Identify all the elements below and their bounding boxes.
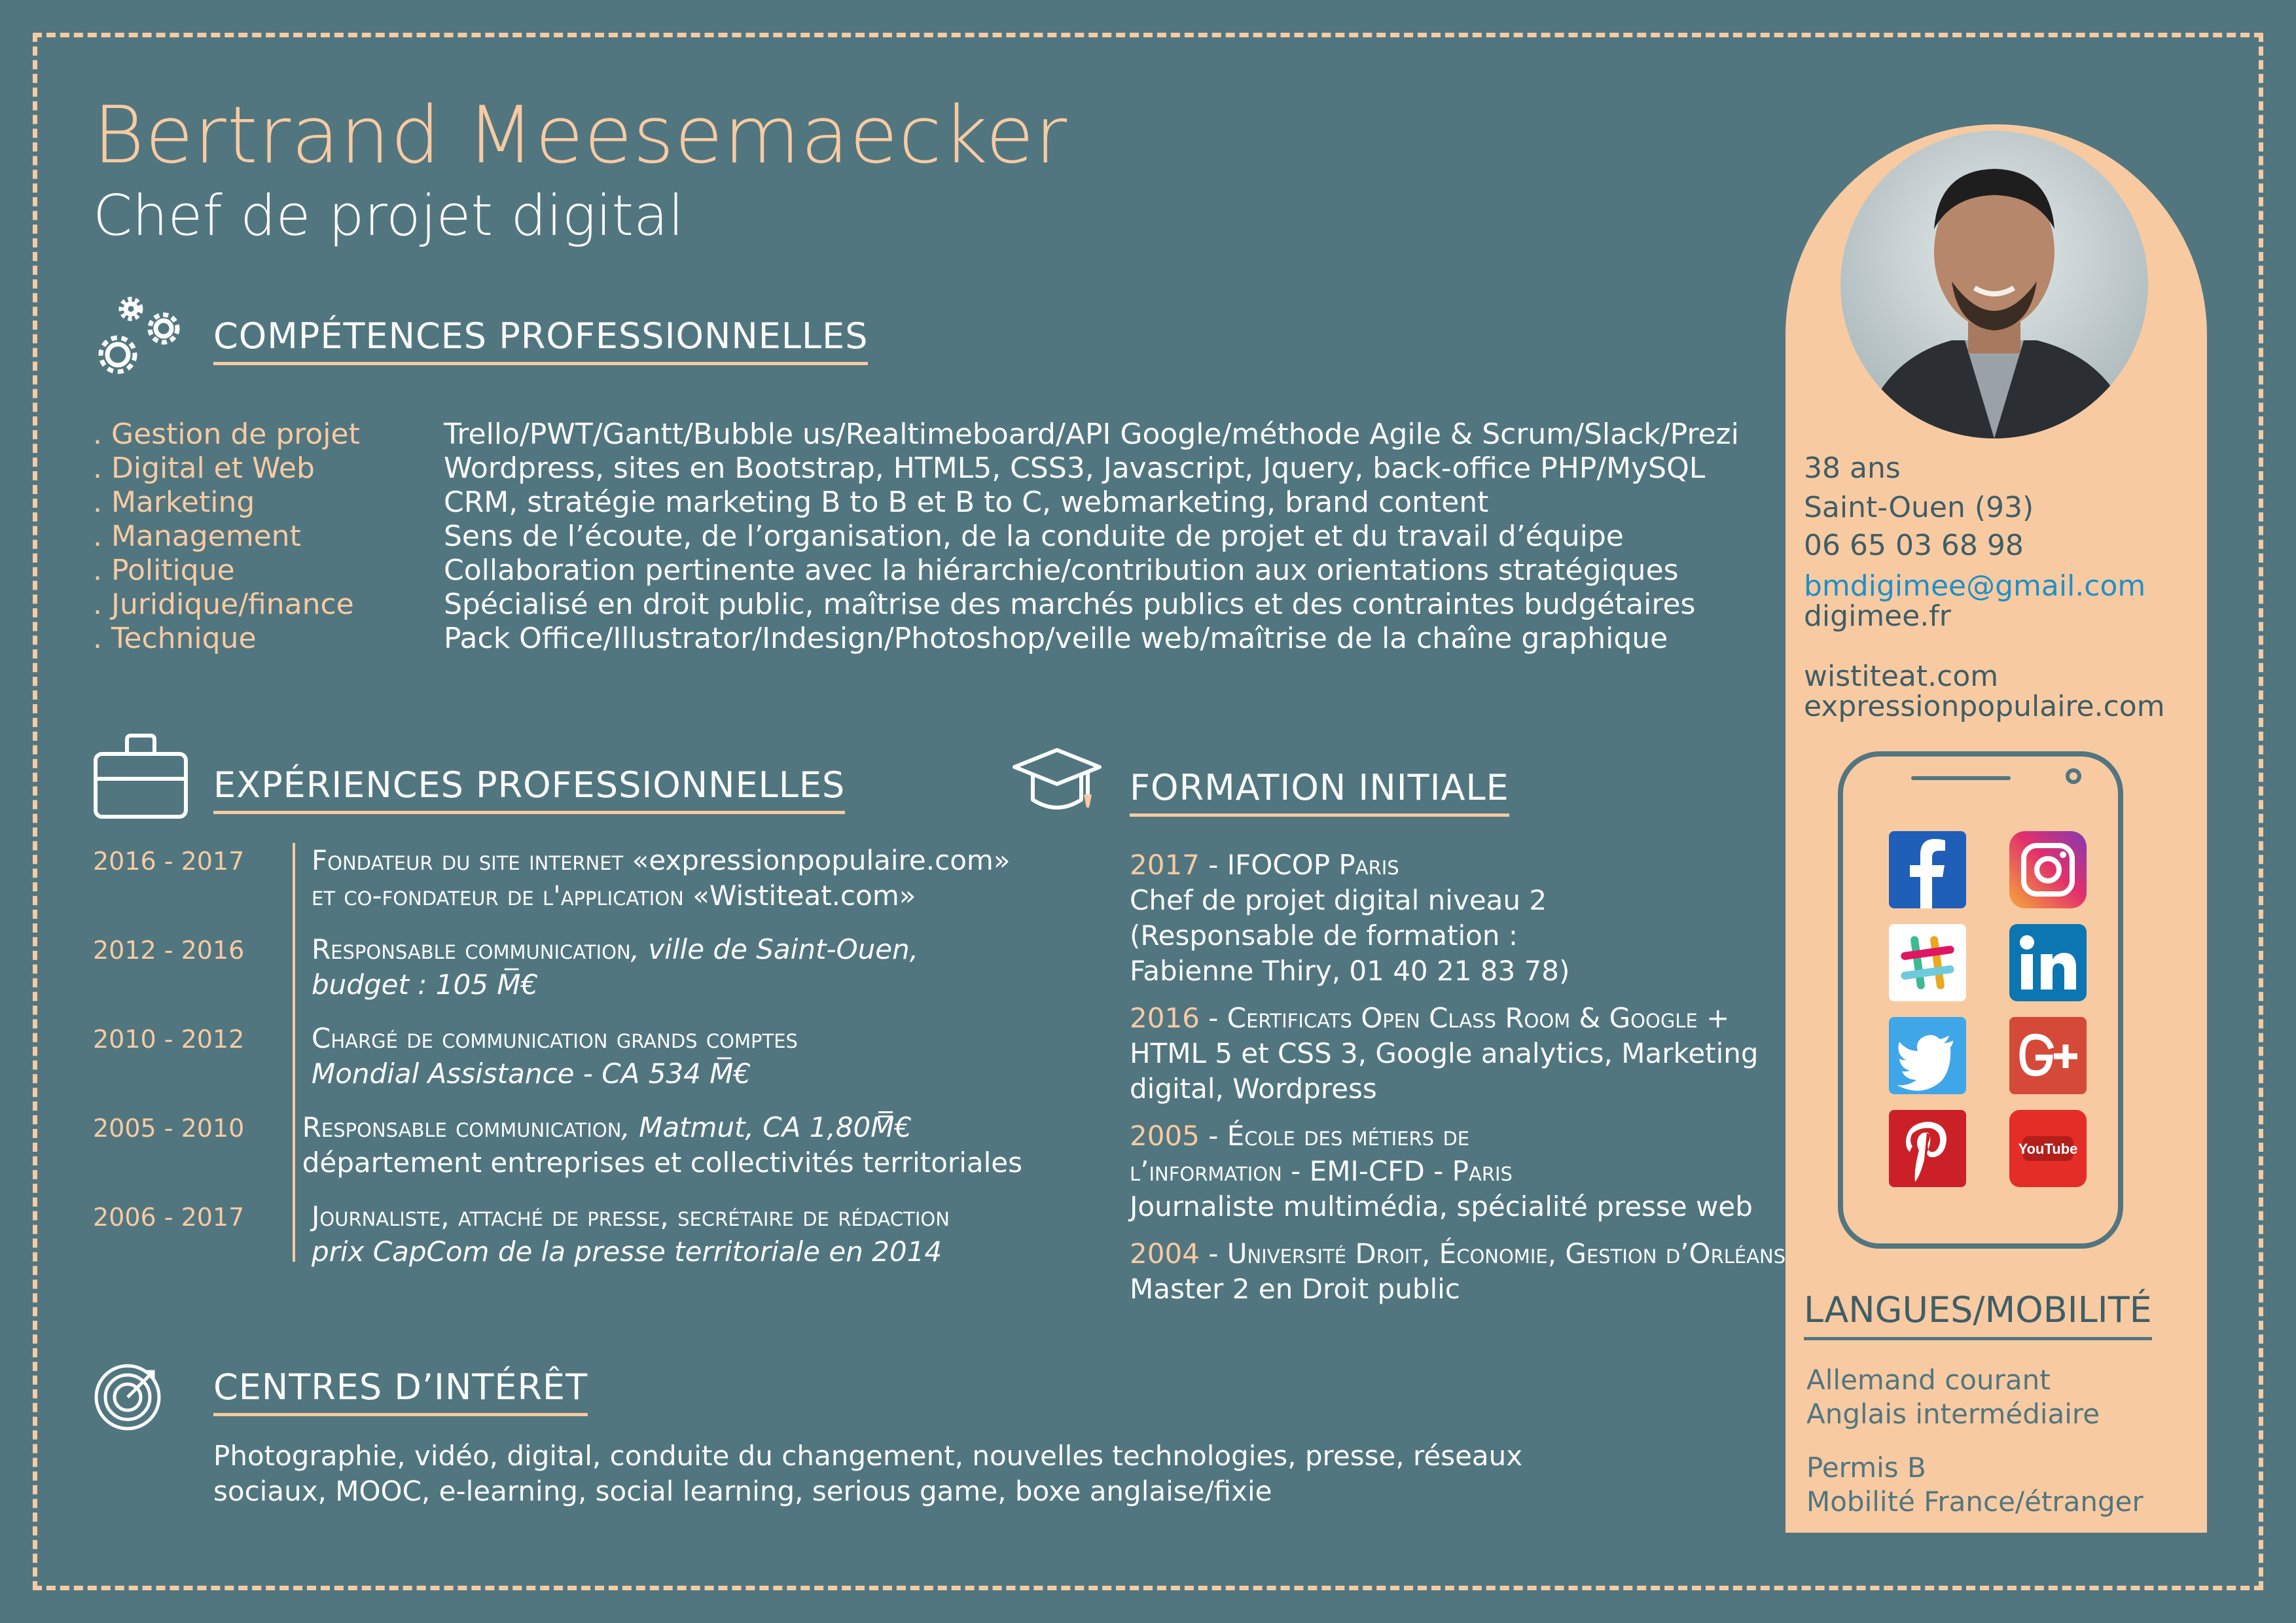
formation-heading: l’information - EMI-CFD - Paris bbox=[1130, 1155, 1513, 1187]
experience-detail: , Matmut, CA 1,80M̿€ bbox=[621, 1111, 912, 1143]
gears-icon bbox=[93, 294, 191, 380]
target-icon bbox=[93, 1363, 162, 1432]
graduation-cap-icon bbox=[1012, 745, 1102, 822]
avatar bbox=[1840, 131, 2148, 438]
experience-item bbox=[93, 1199, 1022, 1270]
formation-year: 2017 bbox=[1130, 849, 1200, 881]
experience-role: Chargé de communication grands comptes bbox=[312, 1022, 798, 1054]
languages-section-title: LANGUES/MOBILITÉ bbox=[1804, 1289, 2152, 1340]
mobility-item: Permis B bbox=[1806, 1452, 1926, 1484]
formation-line: (Responsable de formation : bbox=[1130, 919, 1518, 952]
skill-value: Trello/PWT/Gantt/Bubble us/Realtimeboard/API Google/méthode Agile & Scrum/Slack/Prezi bbox=[444, 418, 1739, 451]
skill-value: Sens de l’écoute, de l’organisation, de la conduite de projet et du travail d’équipe bbox=[444, 520, 1624, 553]
contact-city: Saint-Ouen (93) bbox=[1804, 491, 2034, 524]
skill-value: Pack Office/Illustrator/Indesign/Photoshop/veille web/maîtrise de la chaîne graphique bbox=[444, 622, 1668, 655]
skill-row bbox=[93, 418, 1768, 452]
experience-role: Journaliste, attaché de presse, secrétaire de rédaction bbox=[312, 1200, 950, 1232]
formation-year: 2016 bbox=[1130, 1002, 1200, 1034]
experience-dates: 2012 - 2016 bbox=[93, 936, 245, 965]
skill-label: . Technique bbox=[93, 622, 257, 655]
skill-label: . Marketing bbox=[93, 486, 255, 519]
skill-row bbox=[93, 520, 1768, 554]
formation-line: HTML 5 et CSS 3, Google analytics, Marketing bbox=[1130, 1037, 1759, 1069]
contact-website[interactable]: wistiteat.com bbox=[1804, 660, 1999, 693]
google-plus-icon[interactable] bbox=[2009, 1017, 2087, 1094]
facebook-icon[interactable] bbox=[1889, 831, 1966, 908]
skill-row bbox=[93, 588, 1768, 622]
skill-label: . Digital et Web bbox=[93, 452, 315, 485]
formation-heading: - Université Droit, Économie, Gestion d’Orléans bbox=[1199, 1238, 1786, 1270]
formation-line: Master 2 en Droit public bbox=[1130, 1273, 1460, 1305]
experiences-list bbox=[93, 843, 1022, 1288]
experience-detail: prix CapCom de la presse territoriale en 2014 bbox=[312, 1236, 942, 1268]
experience-detail: , ville de Saint-Ouen, bbox=[630, 933, 919, 965]
briefcase-icon bbox=[93, 732, 188, 821]
language-item: Anglais intermédiaire bbox=[1806, 1398, 2100, 1430]
experience-role: et co-fondateur de l'application « bbox=[312, 880, 709, 912]
experience-detail: département entreprises et collectivités territoriales bbox=[302, 1147, 1022, 1179]
mobility-item: Mobilité France/étranger bbox=[1806, 1486, 2144, 1518]
slack-icon[interactable] bbox=[1889, 924, 1966, 1001]
skill-value: Spécialisé en droit public, maîtrise des marchés publics et des contraintes budgétaires bbox=[444, 588, 1696, 621]
skill-label: . Gestion de projet bbox=[93, 418, 360, 451]
formation-heading: - Certificats Open Class Room & Google + bbox=[1199, 1002, 1730, 1034]
experience-detail: Mondial Assistance - CA 534 M̅€ bbox=[312, 1058, 751, 1090]
skill-row bbox=[93, 622, 1768, 656]
phone-camera bbox=[2066, 768, 2081, 784]
formation-item bbox=[1130, 1001, 1791, 1107]
formation-heading: - École des métiers de bbox=[1199, 1120, 1470, 1152]
person-name: Bertrand Meesemaecker bbox=[93, 90, 1068, 181]
formation-line: Chef de projet digital niveau 2 bbox=[1130, 884, 1547, 916]
experience-role: Responsable communication bbox=[312, 933, 631, 965]
skill-row bbox=[93, 452, 1768, 486]
formation-line: digital, Wordpress bbox=[1130, 1073, 1377, 1105]
formation-line: Fabienne Thiry, 01 40 21 83 78) bbox=[1130, 955, 1570, 987]
instagram-icon[interactable] bbox=[2009, 831, 2087, 908]
interests-section-title: CENTRES D’INTÉRÊT bbox=[213, 1366, 588, 1416]
experience-dates: 2006 - 2017 bbox=[93, 1203, 245, 1232]
experience-detail: expressionpopulaire.com» bbox=[649, 844, 1011, 876]
formation-heading: - IFOCOP Paris bbox=[1199, 849, 1399, 881]
twitter-icon[interactable] bbox=[1889, 1017, 1966, 1094]
formation-item bbox=[1130, 847, 1791, 989]
skills-list bbox=[93, 418, 1768, 656]
language-item: Allemand courant bbox=[1806, 1364, 2051, 1396]
job-title: Chef de projet digital bbox=[93, 183, 684, 249]
interests-text: Photographie, vidéo, digital, conduite du changement, nouvelles technologies, presse, réseaux sociaux, MOOC, e-learning, social learning, serious game, boxe anglaise/fixie bbox=[213, 1440, 1523, 1507]
phone-speaker bbox=[1911, 776, 2011, 780]
experience-item bbox=[93, 1110, 1022, 1181]
contact-phone[interactable]: 06 65 03 68 98 bbox=[1804, 529, 2024, 562]
formation-list bbox=[1130, 847, 1791, 1319]
youtube-icon[interactable] bbox=[2009, 1110, 2087, 1187]
skill-label: . Juridique/finance bbox=[93, 588, 354, 621]
formation-line: Journaliste multimédia, spécialité presse web bbox=[1130, 1190, 1753, 1222]
experience-item bbox=[93, 1021, 1022, 1092]
skill-value: CRM, stratégie marketing B to B et B to C, webmarketing, brand content bbox=[444, 486, 1489, 519]
phone-icon bbox=[1838, 751, 2123, 1249]
skills-section-title: COMPÉTENCES PROFESSIONNELLES bbox=[213, 315, 868, 365]
skill-row bbox=[93, 486, 1768, 520]
experience-role: Fondateur du site internet « bbox=[312, 844, 649, 876]
contact-age: 38 ans bbox=[1804, 452, 1901, 485]
skill-value: Wordpress, sites en Bootstrap, HTML5, CSS3, Javascript, Jquery, back-office PHP/MySQL bbox=[444, 452, 1706, 485]
contact-email[interactable]: bmdigimee@gmail.com bbox=[1804, 569, 2146, 603]
formation-item bbox=[1130, 1236, 1791, 1307]
pinterest-icon[interactable] bbox=[1889, 1110, 1966, 1187]
experience-detail: budget : 105 M̅€ bbox=[312, 969, 539, 1001]
experience-dates: 2010 - 2012 bbox=[93, 1025, 245, 1054]
skill-label: . Politique bbox=[93, 554, 235, 587]
contact-website[interactable]: expressionpopulaire.com bbox=[1804, 690, 2165, 723]
experiences-section-title: EXPÉRIENCES PROFESSIONNELLES bbox=[213, 764, 845, 814]
experience-item bbox=[93, 843, 1022, 914]
contact-website[interactable]: digimee.fr bbox=[1804, 599, 1951, 633]
formation-year: 2004 bbox=[1130, 1238, 1200, 1270]
svg-text:YouTube: YouTube bbox=[2018, 1141, 2078, 1157]
experience-item bbox=[93, 932, 1022, 1003]
formation-item bbox=[1130, 1118, 1791, 1224]
skill-row bbox=[93, 554, 1768, 588]
formation-year: 2005 bbox=[1130, 1120, 1200, 1152]
experience-role: Responsable communication bbox=[302, 1111, 622, 1143]
experience-dates: 2005 - 2010 bbox=[93, 1114, 245, 1143]
skill-label: . Management bbox=[93, 520, 301, 553]
experience-detail: Wistiteat.com» bbox=[709, 880, 916, 912]
skill-value: Collaboration pertinente avec la hiérarchie/contribution aux orientations stratégiques bbox=[444, 554, 1679, 587]
experience-dates: 2016 - 2017 bbox=[93, 847, 245, 876]
linkedin-icon[interactable] bbox=[2009, 924, 2087, 1001]
formation-section-title: FORMATION INITIALE bbox=[1130, 767, 1509, 817]
